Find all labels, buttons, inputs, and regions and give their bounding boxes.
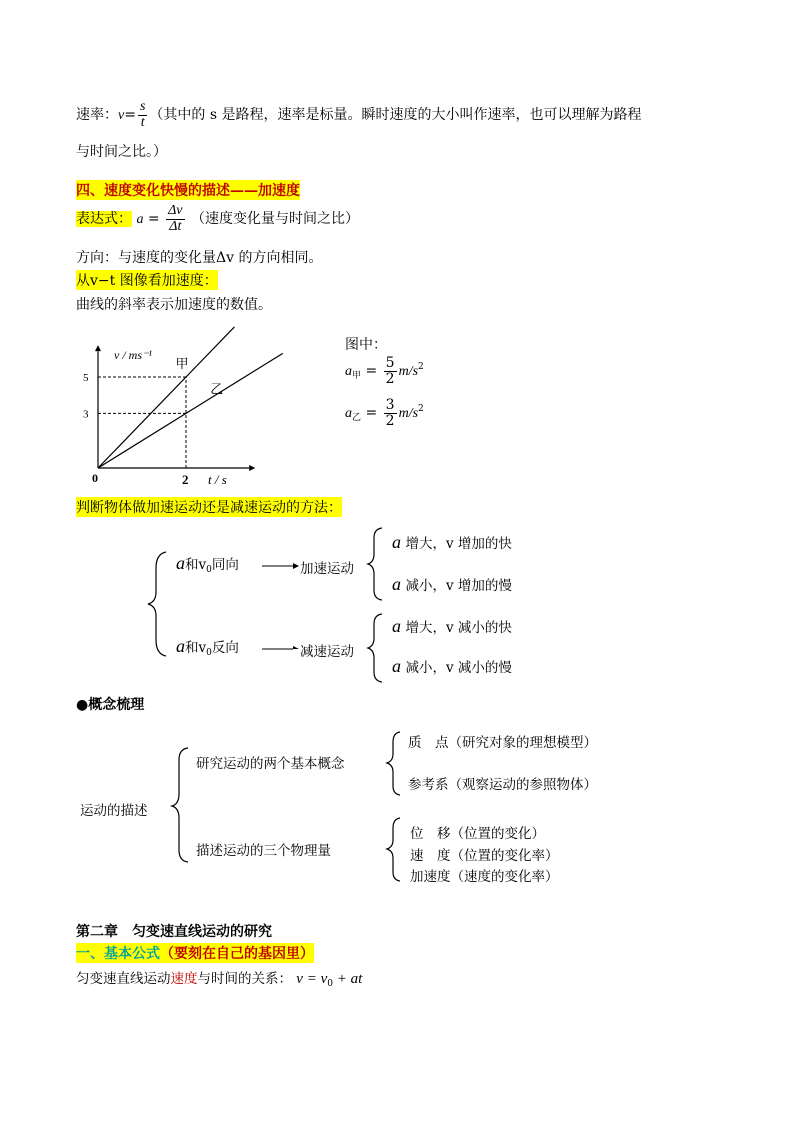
accel-case-2: a 减小，v 增加的慢 bbox=[392, 574, 512, 594]
speed-rate-line1: 速率：v= $\frac{s}{t}$ （其中的 s 是路程，速率是标量。瞬时速度的大小叫作速率，也可以理解为路程 bbox=[76, 99, 642, 130]
x-tick-label-2: 2 bbox=[182, 472, 189, 487]
accel-expression: 表达式： a = $\frac{\Delta v}{\Delta t}$ （速度变化量与时间之比） bbox=[76, 203, 359, 234]
accel-motion-label: 加速运动 bbox=[300, 561, 354, 577]
y-axis-label: v / ms⁻¹ bbox=[114, 348, 152, 363]
series-line-2 bbox=[98, 353, 283, 468]
series-label-jia: 甲 bbox=[175, 356, 189, 372]
a2-expression: $a_乙$ = $\frac{3}{2}$ $m/s^2$ bbox=[345, 397, 424, 429]
same-direction-label: a和$v_0$同向 bbox=[176, 553, 239, 575]
slope-text: 曲线的斜率表示加速度的数值。 bbox=[76, 297, 272, 313]
a2-fraction: $\frac{3}{2}$ bbox=[385, 397, 395, 429]
accel-brace bbox=[368, 528, 382, 600]
concept-heading: ●概念梳理 bbox=[76, 697, 145, 713]
concept-b2-item3: 加速度（速度的变化率） bbox=[410, 869, 559, 885]
vt-heading: 从v−t 图像看加速度： bbox=[76, 270, 218, 290]
outer-brace bbox=[148, 552, 166, 656]
vt-chart bbox=[78, 312, 268, 492]
origin-label: 0 bbox=[92, 471, 98, 485]
concept-b2-item1: 位 移（位置的变化） bbox=[410, 826, 545, 842]
accel-case-1: a 增大，v 增加的快 bbox=[392, 532, 512, 552]
chapter2-formula-line: 匀变速直线运动速度与时间的关系： $v = v_0$ + at bbox=[76, 971, 363, 989]
chapter2-title: 第二章 匀变速直线运动的研究 bbox=[76, 924, 272, 940]
decel-case-2: a 减小，v 减小的慢 bbox=[392, 656, 512, 676]
speed-fraction: $\frac{s}{t}$ bbox=[139, 99, 146, 130]
a1-fraction: $\frac{5}{2}$ bbox=[385, 355, 395, 387]
decel-arrowhead bbox=[293, 646, 299, 652]
chapter2-subheading: 一、基本公式（要刻在自己的基因里） bbox=[76, 943, 314, 963]
direction-text: 方向：与速度的变化量Δv 的方向相同。 bbox=[76, 250, 323, 266]
branch1-brace bbox=[387, 732, 400, 795]
x-axis-label: t / s bbox=[208, 472, 227, 487]
concept-root: 运动的描述 bbox=[80, 803, 148, 819]
figure-note-title: 图中： bbox=[345, 337, 387, 353]
speed-rate-line2: 与时间之比。） bbox=[76, 144, 167, 160]
decel-brace bbox=[368, 614, 382, 682]
concept-branch2: 描述运动的三个物理量 bbox=[196, 843, 331, 859]
series-label-yi: 乙 bbox=[210, 382, 224, 398]
section4-heading: 四、速度变化快慢的描述——加速度 bbox=[76, 180, 300, 200]
accel-arrowhead bbox=[293, 563, 299, 569]
y-tick-label-3: 3 bbox=[83, 408, 89, 421]
bullet-icon: ● bbox=[76, 697, 89, 713]
root-brace bbox=[172, 748, 188, 862]
branch2-brace bbox=[387, 818, 400, 881]
opposite-direction-label: a和$v_0$反向 bbox=[176, 636, 239, 658]
concept-b2-item2: 速 度（位置的变化率） bbox=[410, 848, 559, 864]
concept-b1-item1: 质 点（研究对象的理想模型） bbox=[408, 735, 597, 751]
concept-branch1: 研究运动的两个基本概念 bbox=[196, 756, 345, 772]
y-axis-arrow bbox=[95, 345, 101, 351]
decel-motion-label: 减速运动 bbox=[300, 644, 354, 660]
concept-b1-item2: 参考系（观察运动的参照物体） bbox=[408, 777, 597, 793]
x-axis-arrow bbox=[249, 465, 255, 471]
accel-fraction: $\frac{\Delta v}{\Delta t}$ bbox=[168, 203, 183, 234]
decel-case-1: a 增大，v 减小的快 bbox=[392, 616, 512, 636]
judge-heading: 判断物体做加速运动还是减速运动的方法： bbox=[76, 497, 342, 517]
y-tick-label-5: 5 bbox=[83, 372, 89, 384]
a1-expression: $a_甲$ = $\frac{5}{2}$ $m/s^2$ bbox=[345, 355, 424, 387]
